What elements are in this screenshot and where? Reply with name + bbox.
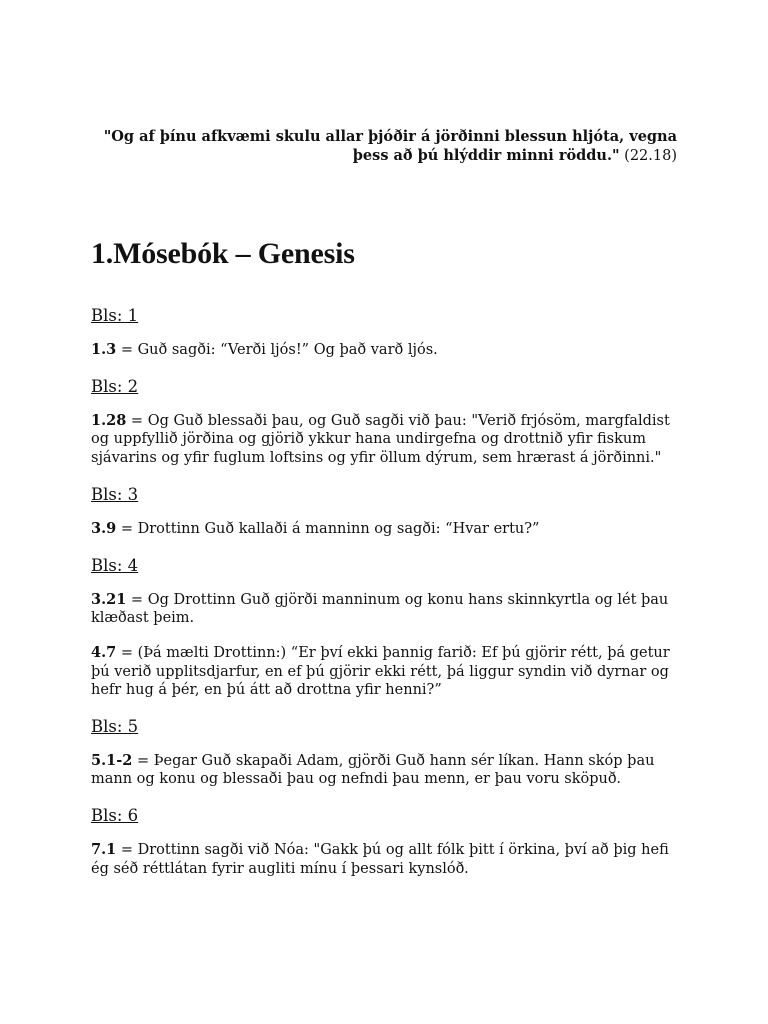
page-label: Bls: 5 <box>91 717 139 737</box>
verse-text: = Guð sagði: “Verði ljós!” Og það varð ljós. <box>116 342 438 358</box>
page-label: Bls: 1 <box>91 306 139 325</box>
verse-ref: 5.1-2 <box>91 752 133 770</box>
verse-ref: 7.1 <box>91 841 117 859</box>
verse-text: = Drottinn sagði við Nóa: "Gakk þú og allt fólk þitt í örkina, því að þig hefi ég séð réttlátan fyrir augliti mínu í þessari kynslóð. <box>91 842 669 877</box>
page-label: Bls: 3 <box>91 484 139 504</box>
page-label: Bls: 6 <box>91 806 139 826</box>
epigraph-reference: (22.18) <box>624 147 677 164</box>
verse-text: = (Þá mælti Drottinn:) “Er því ekki þannig farið: Ef þú gjörir rétt, þá getur þú verið upplitsdjarfur, en ef þú gjörir ekki rétt, þá liggur syndin við dyrnar og hefr hug á þér, en þú átt að drottna yfir henni?” <box>91 645 670 698</box>
verse <box>91 752 681 788</box>
page-label: Bls: 4 <box>91 556 139 576</box>
verse-text: = Þegar Guð skapaði Adam, gjörði Guð hann sér líkan. Hann skóp þau mann og konu og blessaði þau og nefndi þau menn, er þau voru sköpuð. <box>91 753 655 788</box>
verse-ref: 3.9 <box>91 519 117 537</box>
verse <box>91 644 681 699</box>
verse-ref: 3.21 <box>91 591 127 609</box>
verse <box>91 412 681 467</box>
verse-ref: 1.3 <box>91 341 117 358</box>
section-bls-5 <box>91 716 681 788</box>
page-title: 1.Mósebók – Genesis <box>91 237 355 270</box>
page-label: Bls: 2 <box>91 377 139 397</box>
section-bls-1 <box>91 305 681 359</box>
section-bls-4 <box>91 555 681 699</box>
verse <box>91 520 681 538</box>
epigraph <box>91 128 677 165</box>
verse-ref: 1.28 <box>91 412 127 430</box>
verse-ref: 4.7 <box>91 644 117 662</box>
verse-list <box>91 305 681 895</box>
section-bls-3 <box>91 484 681 538</box>
verse-text: = Og Guð blessaði þau, og Guð sagði við þau: "Verið frjósöm, margfaldist og uppfyllið jörðina og gjörið ykkur hana undirgefna og drottnið yfir fiskum sjávarins og yfir fuglum loftsins og yfir öllum dýrum, sem hrærast á jörðinni." <box>91 413 670 466</box>
epigraph-quote: "Og af þínu afkvæmi skulu allar þjóðir á jörðinni blessun hljóta, vegna þess að þú hlýddir minni röddu." <box>103 128 677 164</box>
section-bls-6 <box>91 805 681 877</box>
verse <box>91 591 681 627</box>
verse <box>91 341 681 359</box>
verse-text: = Drottinn Guð kallaði á manninn og sagði: “Hvar ertu?” <box>116 520 540 537</box>
verse-text: = Og Drottinn Guð gjörði manninum og konu hans skinnkyrtla og lét þau klæðast þeim. <box>91 592 669 627</box>
verse <box>91 841 681 877</box>
section-bls-2 <box>91 376 681 467</box>
